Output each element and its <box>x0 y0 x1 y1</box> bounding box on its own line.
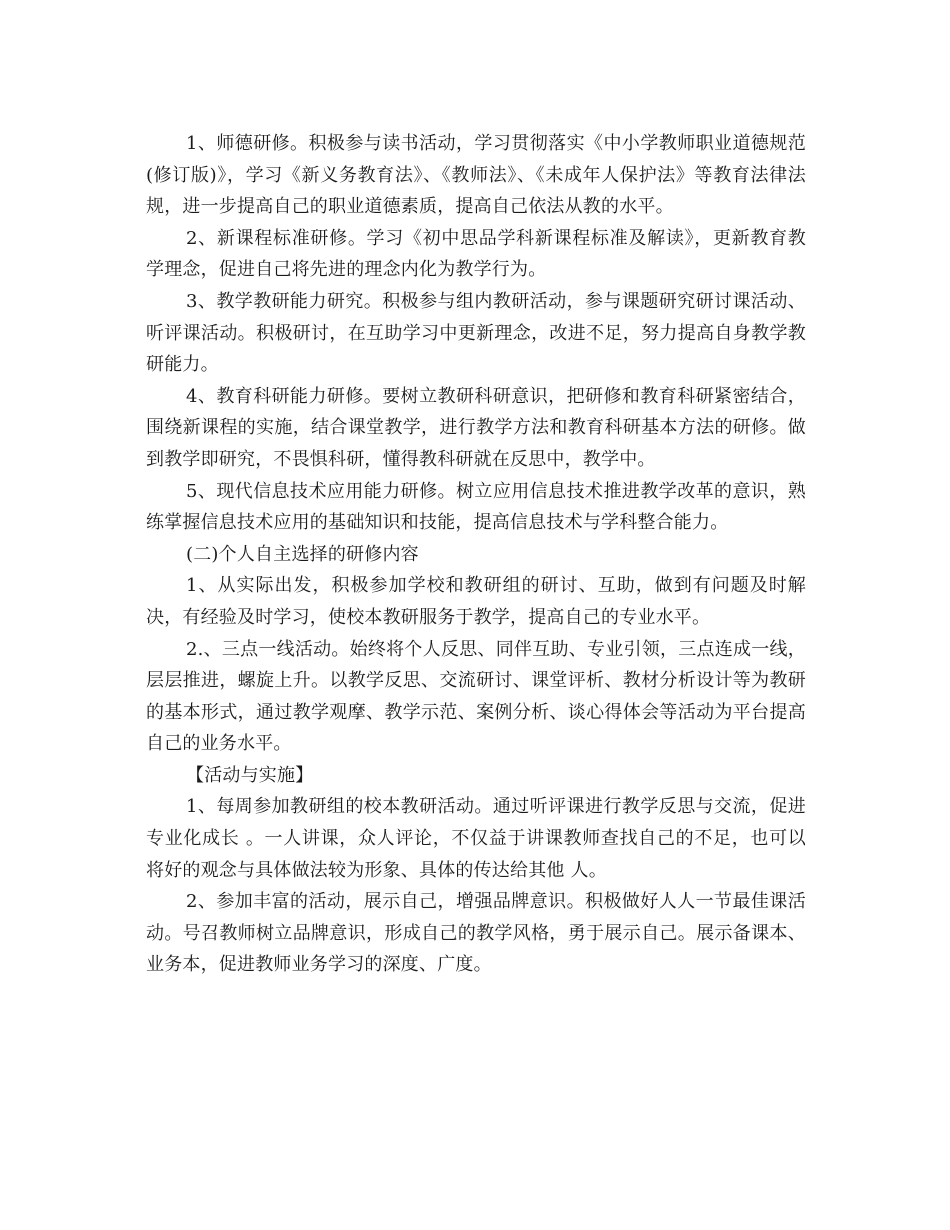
paragraph-practical: 1、从实际出发，积极参加学校和教研组的研讨、互助，做到有问题及时解决，有经验及时学习，使校本教研服务于教学，提高自己的专业水平。 <box>146 575 806 628</box>
paragraph-three-points: 2.、三点一线活动。始终将个人反思、同伴互助、专业引领，三点连成一线，层层推进，螺旋上升。以教学反思、交流研讨、课堂评析、教材分析设计等为教研的基本形式，通过教学观摩、教学示范、案例分析、谈心得体会等活动为平台提高自己的业务水平。 <box>146 638 806 755</box>
paragraph-education-research: 4、教育科研能力研修。要树立教研科研意识，把研修和教育科研紧密结合，围绕新课程的实施，结合课堂教学，进行教学方法和教育科研基本方法的研修。做到教学即研究，不畏惧科研，懂得教科研就在反思中，教学中。 <box>146 385 806 470</box>
paragraph-teaching-research: 3、教学教研能力研究。积极参与组内教研活动，参与课题研究研讨课活动、听评课活动。积极研讨，在互助学习中更新理念，改进不足，努力提高自身教学教研能力。 <box>146 290 806 376</box>
paragraph-information-technology: 5、现代信息技术应用能力研修。树立应用信息技术推进教学改革的意识，熟练掌握信息技术应用的基础知识和技能，提高信息技术与学科整合能力。 <box>146 480 806 534</box>
paragraph-brand-activity: 2、参加丰富的活动，展示自己，增强品牌意识。积极做好人人一节最佳课活动。号召教师树立品牌意识，形成自己的教学风格，勇于展示自己。展示备课本、业务本，促进教师业务学习的深度、广度。 <box>146 891 806 976</box>
paragraph-weekly-activity: 1、每周参加教研组的校本教研活动。通过听评课进行教学反思与交流，促进专业化成长 。一人讲课，众人评论，不仅益于讲课教师查找自己的不足，也可以将好的观念与具体做法较为形象、具体的传达给其他 人。 <box>146 796 806 881</box>
paragraph-ethics-training: 1、师德研修。积极参与读书活动，学习贯彻落实《中小学教师职业道德规范(修订版)》，学习《新义务教育法》、《教师法》、《未成年人保护法》等教育法律法规，进一步提高自己的职业道德素质，提高自己依法从教的水平。 <box>146 133 806 218</box>
section-heading-activities: 【活动与实施】 <box>186 764 314 786</box>
document-body <box>146 128 806 981</box>
paragraph-curriculum-standard: 2、新课程标准研修。学习《初中思品学科新课程标准及解读》，更新教育教学理念，促进自己将先进的理念内化为教学行为。 <box>146 227 806 281</box>
section-heading-self-selected: (二)个人自主选择的研修内容 <box>186 543 419 565</box>
